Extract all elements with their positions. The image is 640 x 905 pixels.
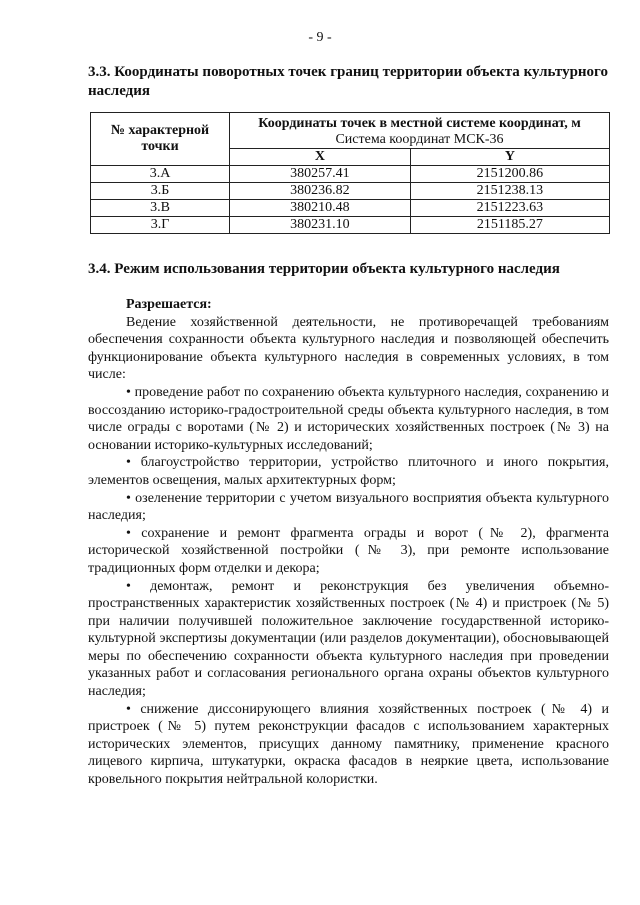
cell-x: 380210.48: [230, 200, 411, 217]
section-3-3-title: 3.3. Координаты поворотных точек границ территории объекта культурного наследия: [88, 64, 608, 99]
list-item: • сохранение и ремонт фрагмента ограды и ворот (№ 2), фрагмента исторической хозяйственной постройки (№ 3), при ремонте использование традиционных форм отделки и декора;: [88, 525, 609, 576]
allowed-label: Разрешается:: [126, 297, 212, 312]
list-item: • благоустройство территории, устройство плиточного и иного покрытия, элементов освещения, малых архитектурных форм;: [88, 455, 609, 488]
table-row: [91, 183, 610, 200]
header-coordinates: [230, 113, 610, 149]
cell-point: 3.В: [91, 200, 230, 217]
list-item: • демонтаж, ремонт и реконструкция без увеличения объемно-пространственных характеристик хозяйственных построек (№ 4) и пристроек (№ 5) при наличии получившей положительное заключение государственной историко-культурной экспертизы документации (или разделов документации), обосновывающей меры по обеспечению сохранности объекта культурного наследия при проведении указанных работ и согласования регионального органа охраны объектов культурного наследия;: [88, 578, 609, 700]
table-row: [91, 200, 610, 217]
list-item: • проведение работ по сохранению объекта культурного наследия, сохранению и воссозданию историко-градостроительной среды объекта культурного наследия, в том числе ограды с воротами (№ 2) и исторических хозяйственных построек (№ 3) на основании историко-культурных исследований;: [88, 384, 609, 453]
cell-point: 3.Г: [91, 217, 230, 234]
table-row: [91, 166, 610, 183]
cell-point: 3.Б: [91, 183, 230, 200]
cell-y: 2151238.13: [410, 183, 609, 200]
cell-y: 2151223.63: [410, 200, 609, 217]
header-x: X: [230, 149, 411, 166]
section-3-4-body: [88, 288, 609, 789]
paragraph: Ведение хозяйственной деятельности, не противоречащей требованиям обеспечения сохранности объекта культурного наследия и позволяющей обеспечить функционирование объекта культурного наследия в современных условиях, в том числе:: [88, 314, 609, 383]
coordinates-table: [90, 112, 610, 234]
page-number: - 9 -: [308, 30, 332, 45]
cell-x: 380257.41: [230, 166, 411, 183]
cell-x: 380231.10: [230, 217, 411, 234]
header-coordinates-label: Координаты точек в местной системе координат, м: [258, 116, 581, 131]
header-y: Y: [410, 149, 609, 166]
cell-y: 2151185.27: [410, 217, 609, 234]
list-item: • снижение диссонирующего влияния хозяйственных построек (№ 4) и пристроек (№ 5) путем реконструкции фасадов с использованием характерных исторических элементов, присущих данному памятнику, применение красного лицевого кирпича, штукатурки, окраска фасадов в неяркие цвета, использование кровельного покрытия нейтральной колористки.: [88, 701, 609, 788]
table-row: [91, 217, 610, 234]
cell-y: 2151200.86: [410, 166, 609, 183]
list-item: • озеленение территории с учетом визуального восприятия объекта культурного наследия;: [88, 490, 609, 524]
cell-x: 380236.82: [230, 183, 411, 200]
header-point-number: № характерной точки: [91, 113, 230, 166]
header-coordinate-system: Система координат МСК-36: [335, 132, 504, 147]
cell-point: 3.А: [91, 166, 230, 183]
section-3-4-title: 3.4. Режим использования территории объекта культурного наследия: [88, 261, 560, 277]
